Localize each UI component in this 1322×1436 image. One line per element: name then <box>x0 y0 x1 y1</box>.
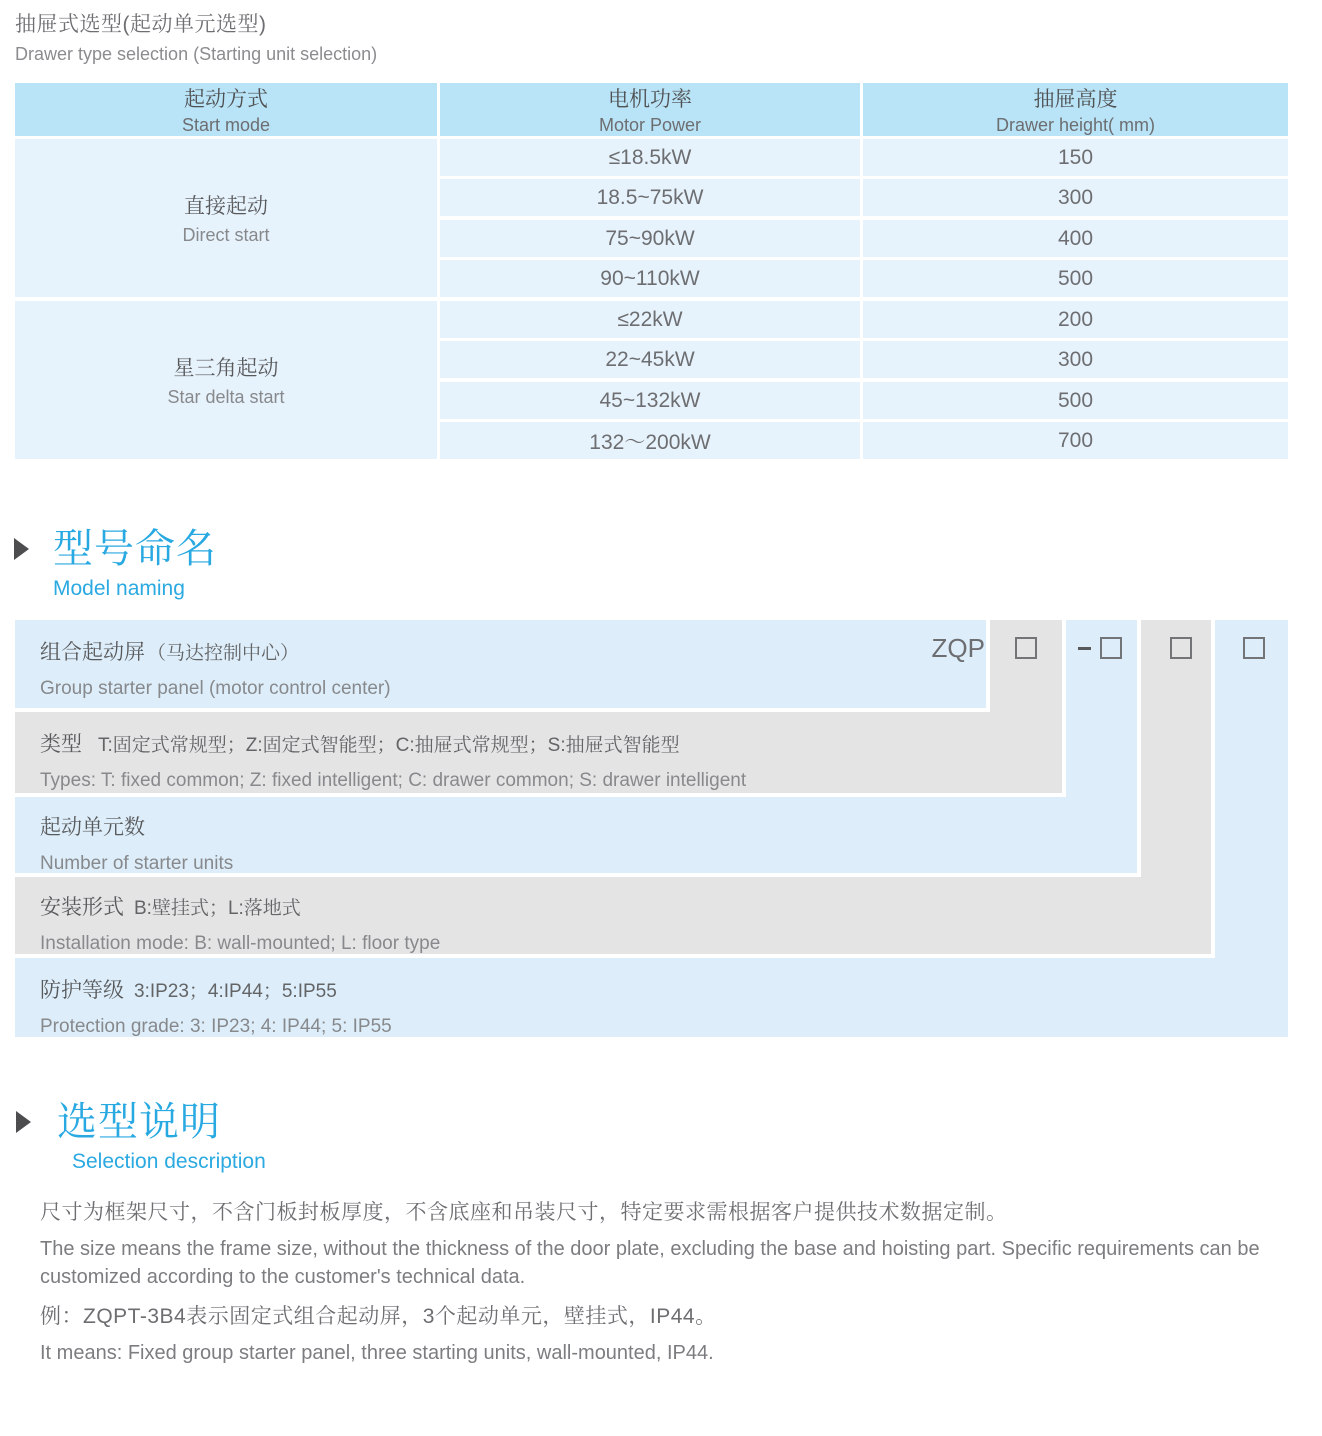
height-cell: 300 <box>863 179 1288 216</box>
section-heading-text <box>57 1100 266 1174</box>
group-en: Direct start <box>182 225 270 245</box>
model-code-box-type <box>1015 637 1037 659</box>
doc-title-en: Drawer type selection (Starting unit selection) <box>15 44 378 64</box>
section-heading-selection-description <box>16 1100 266 1174</box>
naming-label-cn: 安装形式 <box>40 896 124 919</box>
group-cn: 直接起动 <box>184 195 268 218</box>
arrow-right-icon <box>14 538 29 560</box>
model-naming-diagram <box>15 620 1288 1037</box>
height-cell: 300 <box>863 341 1288 378</box>
section-heading-model-naming <box>14 527 217 601</box>
naming-detail-cn: T:固定式常规型；Z:固定式智能型；C:抽屉式常规型；S:抽屉式智能型 <box>98 735 680 756</box>
description-line-en: The size means the frame size, without the thickness of the door plate, excluding the base and hoisting part. Specific requirements can be customized according to the customer's technical data. <box>40 1238 1260 1288</box>
naming-row-en: Number of starter units <box>40 853 234 874</box>
description-line-cn: 尺寸为框架尺寸，不含门板封板厚度，不含底座和吊装尺寸，特定要求需根据客户提供技术数据定制。 <box>40 1201 1008 1224</box>
description-example-en: It means: Fixed group starter panel, three starting units, wall-mounted, IP44. <box>40 1342 714 1364</box>
naming-row-cn <box>40 891 1211 921</box>
group-cell-star-delta-start <box>15 301 437 459</box>
doc-title <box>15 8 377 65</box>
dash-icon <box>1078 647 1091 650</box>
arrow-right-icon <box>16 1111 31 1133</box>
table-header-motor-power <box>440 83 860 136</box>
model-code-prefix: ZQP <box>931 633 985 663</box>
header-cn: 起动方式 <box>184 88 268 111</box>
power-cell: 18.5~75kW <box>440 179 860 216</box>
model-code-box-installation <box>1170 637 1192 659</box>
header-en: Start mode <box>181 115 271 135</box>
drawer-selection-table <box>15 83 1288 462</box>
height-cell: 700 <box>863 422 1288 459</box>
section-title-en: Model naming <box>53 577 185 600</box>
naming-label-cn: 组合起动屏 <box>40 641 145 664</box>
naming-col-type <box>990 620 1062 712</box>
naming-row-installation-mode <box>15 877 1211 954</box>
naming-row-protection-grade <box>15 958 1288 1037</box>
naming-label-cn: 起动单元数 <box>40 816 145 839</box>
power-cell: 22~45kW <box>440 341 860 378</box>
group-en: Star delta start <box>167 387 285 407</box>
description-example-cn: 例：ZQPT-3B4表示固定式组合起动屏，3个起动单元，壁挂式，IP44。 <box>40 1305 717 1328</box>
naming-detail-cn: B:壁挂式；L:落地式 <box>134 898 301 919</box>
naming-row-type <box>15 712 1062 793</box>
header-en: Drawer height( mm) <box>995 115 1156 135</box>
doc-title-cn: 抽屉式选型(起动单元选型) <box>15 13 267 36</box>
height-cell: 400 <box>863 220 1288 257</box>
naming-row-cn <box>40 728 1062 758</box>
power-cell: ≤18.5kW <box>440 139 860 176</box>
naming-row-en: Types: T: fixed common; Z: fixed intelligent; C: drawer common; S: drawer intelligent <box>40 770 747 791</box>
power-cell: ≤22kW <box>440 301 860 338</box>
header-cn: 电机功率 <box>608 88 692 111</box>
naming-detail-cn: （马达控制中心） <box>147 643 300 664</box>
group-cell-direct-start <box>15 139 437 297</box>
power-cell: 132～200kW <box>440 422 860 459</box>
naming-row-cn <box>40 811 1137 841</box>
table-header-drawer-height <box>863 83 1288 136</box>
power-cell: 75~90kW <box>440 220 860 257</box>
section-title-cn: 选型说明 <box>57 1100 221 1144</box>
height-cell: 500 <box>863 260 1288 297</box>
height-cell: 200 <box>863 301 1288 338</box>
power-cell: 90~110kW <box>440 260 860 297</box>
naming-row-starter-units <box>15 797 1137 873</box>
naming-detail-cn: 3:IP23；4:IP44；5:IP55 <box>134 981 337 1002</box>
group-cn: 星三角起动 <box>173 357 279 380</box>
naming-row-en: Installation mode: B: wall-mounted; L: floor type <box>40 933 441 954</box>
model-code-box-units <box>1100 637 1122 659</box>
model-code-box-protection <box>1243 637 1265 659</box>
naming-label-cn: 防护等级 <box>40 979 124 1002</box>
height-cell: 500 <box>863 382 1288 419</box>
naming-label-cn: 类型 <box>40 733 82 756</box>
naming-row-group-starter-panel <box>15 620 986 708</box>
header-cn: 抽屉高度 <box>1033 88 1118 111</box>
section-title-en: Selection description <box>72 1150 266 1173</box>
naming-row-cn <box>40 974 1288 1004</box>
table-header-start-mode <box>15 83 437 136</box>
power-cell: 45~132kW <box>440 382 860 419</box>
section-heading-text <box>53 527 217 601</box>
header-en: Motor Power <box>598 115 702 135</box>
height-cell: 150 <box>863 139 1288 176</box>
naming-col-protection <box>1215 620 1288 958</box>
naming-row-en: Protection grade: 3: IP23; 4: IP44; 5: IP55 <box>40 1016 392 1037</box>
selection-description-body <box>40 1196 1290 1376</box>
section-title-cn: 型号命名 <box>53 527 217 571</box>
naming-row-cn <box>40 636 986 666</box>
naming-row-en: Group starter panel (motor control center) <box>40 678 391 699</box>
